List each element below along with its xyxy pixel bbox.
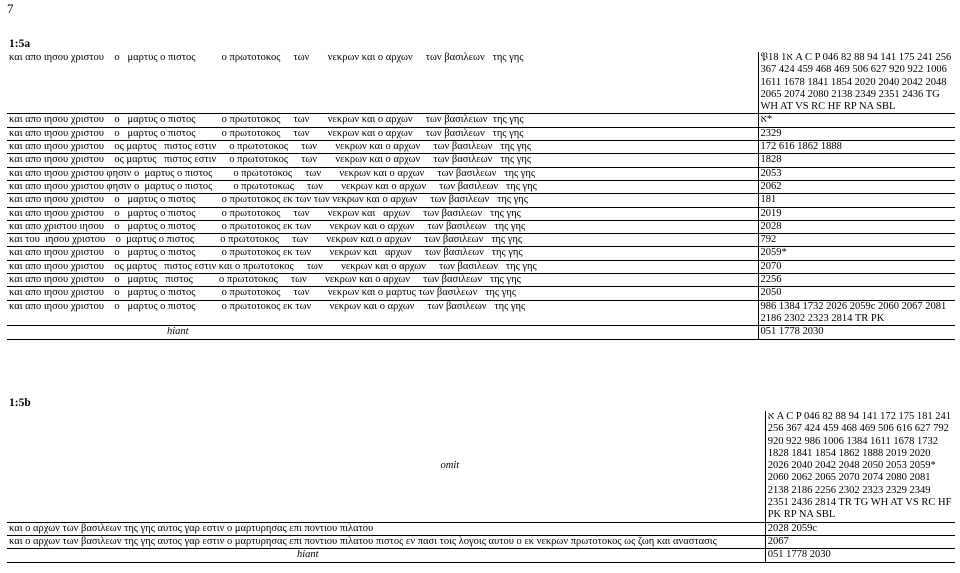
- variant-row: [7, 207, 955, 220]
- variant-row: [7, 260, 955, 273]
- hiant-witnesses-b: 051 1778 2030: [765, 549, 955, 562]
- omit-row: [7, 411, 955, 522]
- variant-row: [7, 194, 955, 207]
- omit-witnesses: א A C P 046 82 88 94 141 172 175 181 241 256 367 424 459 468 469 506 616 627 792 920 922 986 1006 1384 1611 1678 1732 1828 1841 1854 1862 1888 2019 2020 2026 2040 2042 2048 2050 2053 2059* 2060 2062 2065 2070 2074 2080 2081 2138 2186 2256 2302 2323 2329 2349 2351 2436 2814 TR TG WH AT VS RC HF PK RP NA SBL: [765, 411, 955, 522]
- page-number: 7: [7, 1, 14, 16]
- witness-list: 2256: [758, 274, 955, 287]
- witness-list: א*: [758, 114, 955, 127]
- witness-list: 2028: [758, 220, 955, 233]
- omit-label: omit: [7, 411, 765, 522]
- variant-text: και απο ιησου χριστου ο μαρτυς ο πιστος ο πρωτοτοκος των νεκρων και ο αρχων των βασιλεων της γης: [7, 127, 758, 140]
- variant-text: και απο χριστου ιησου ο μαρτυς ο πιστος ο πρωτοτοκος εκ των νεκρων και ο αρχων των βασιλεων της γης: [7, 220, 758, 233]
- variant-text: και απο ιησου χριστου φησιν ο μαρτυς ο πιστος ο πρωτοτοκως των νεκρων και ο αρχων των βασιλεων της γης: [7, 180, 758, 193]
- witness-list: 181: [758, 194, 955, 207]
- witness-list: 2062: [758, 180, 955, 193]
- variant-row: [7, 522, 955, 535]
- hiant-label-b: hiant: [7, 549, 765, 562]
- witness-list: 2019: [758, 207, 955, 220]
- witness-list: 2070: [758, 260, 955, 273]
- variant-row: [7, 141, 955, 154]
- variant-text: και απο ιησου χριστου ο μαρτυς ο πιστος ο πρωτοτοκος των νεκρων και ο αρχων των βασιλειων της γης: [7, 114, 758, 127]
- variant-text: και απο ιησου χριστου ο μαρτυς ο πιστος ο πρωτοτοκος των νεκρων και αρχων των βασιλεων της γης: [7, 207, 758, 220]
- variant-rows-1-5a: [7, 52, 955, 326]
- witness-list: 2329: [758, 127, 955, 140]
- variant-row: [7, 180, 955, 193]
- variant-row: [7, 154, 955, 167]
- witness-list: 2067: [765, 535, 955, 548]
- section-label-1-5a: 1:5a: [9, 38, 31, 50]
- hiant-row-b: [7, 549, 955, 562]
- variant-row: [7, 247, 955, 260]
- section-label-1-5b: 1:5b: [9, 397, 31, 409]
- variant-text: και απο ιησου χριστου ος μαρτυς πιστος εστιν ο πρωτοτοκος των νεκρων και ο αρχων των βασιλεων της γης: [7, 141, 758, 154]
- variant-row: [7, 127, 955, 140]
- variant-text: και ο αρχων των βασιλεων της γης αυτος γαρ εστιν ο μαρτυρησας επι ποντιου πιλατου: [7, 522, 765, 535]
- variant-text: και απο ιησου χριστου ο μαρτυς ο πιστος ο πρωτοτοκος εκ των των νεκρων και ο αρχων των βασιλεων της γης: [7, 194, 758, 207]
- variant-row: [7, 535, 955, 548]
- witness-list: 172 616 1862 1888: [758, 141, 955, 154]
- variant-row: [7, 234, 955, 247]
- variant-row: [7, 300, 955, 326]
- variant-text: και απο ιησου χριστου ος μαρτυς πιστος εστιν και ο πρωτοτοκος των νεκρων και ο αρχων των βασιλεων της γης: [7, 260, 758, 273]
- variant-text: και απο ιησου χριστου ο μαρτυς πιστος ο πρωτοτοκος των νεκρων και ο αρχων των βασιλεων της γης: [7, 274, 758, 287]
- variant-row: [7, 114, 955, 127]
- variant-text: και απο ιησου χριστου ο μαρτυς ο πιστος ο πρωτοτοκος των νεκρων και ο αρχων των βασιλεων της γης: [7, 52, 758, 114]
- variant-row: [7, 167, 955, 180]
- variant-row: [7, 220, 955, 233]
- variant-table-1-5b: [7, 411, 955, 563]
- variant-text: και του ιησου χριστου ο μαρτυς ο πιστος ο πρωτοτοκος των νεκρων και ο αρχων των βασιλεων της γης: [7, 234, 758, 247]
- variant-row: [7, 287, 955, 300]
- variant-text: και απο ιησου χριστου ο μαρτυς ο πιστος ο πρωτοτοκος εκ των νεκρων και ο αρχων των βασιλεων της γης: [7, 300, 758, 326]
- variant-row: [7, 52, 955, 114]
- witness-list: 2059*: [758, 247, 955, 260]
- witness-list: 2050: [758, 287, 955, 300]
- witness-list: 2053: [758, 167, 955, 180]
- witness-list: 𝔓18 א1 A C P 046 82 88 94 141 175 241 256 367 424 459 468 469 506 627 920 922 1006 1611 1678 1841 1854 2020 2040 2042 2048 2065 2074 2080 2138 2349 2351 2436 TG WH AT VS RC HF RP NA SBL: [758, 52, 955, 114]
- variant-table-1-5a: [7, 52, 955, 340]
- variant-text: και απο ιησου χριστου φησιν ο μαρτυς ο πιστος ο πρωτοτοκος των νεκρων και ο αρχων των βασιλεων της γης: [7, 167, 758, 180]
- hiant-witnesses: 051 1778 2030: [758, 326, 955, 339]
- hiant-label: hiant: [7, 326, 758, 339]
- variant-text: και ο αρχων των βασιλεων της γης αυτος γαρ εστιν ο μαρτυρησας επι ποντιου πιλατου πιστος εν πασι τοις λογοις αυτου ο εκ νεκρων πρωτοτοκος ως ζωη και αναστασις: [7, 535, 765, 548]
- variant-text: και απο ιησου χριστου ος μαρτυς πιστος εστιν ο πρωτοτοκος των νεκρων και ο αρχων των βασιλεων της γης: [7, 154, 758, 167]
- witness-list: 792: [758, 234, 955, 247]
- witness-list: 2028 2059c: [765, 522, 955, 535]
- witness-list: 1828: [758, 154, 955, 167]
- variant-text: και απο ιησου χριστου ο μαρτυς ο πιστος ο πρωτοτοκος των νεκρων και ο μαρτυς των βασιλεων της γης: [7, 287, 758, 300]
- hiant-row: [7, 326, 955, 339]
- variant-text: και απο ιησου χριστου ο μαρτυς ο πιστος ο πρωτοτοκος εκ των νεκρων και αρχων των βασιλεων της γης: [7, 247, 758, 260]
- variant-rows-1-5b: [7, 522, 955, 549]
- witness-list: 986 1384 1732 2026 2059c 2060 2067 2081 2186 2302 2323 2814 TR PK: [758, 300, 955, 326]
- variant-row: [7, 274, 955, 287]
